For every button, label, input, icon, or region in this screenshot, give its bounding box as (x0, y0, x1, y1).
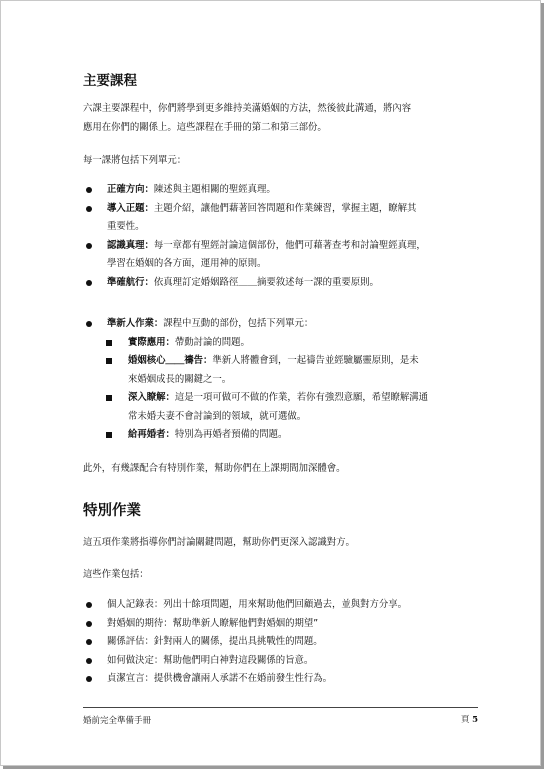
homework-sublist (83, 334, 478, 445)
homework-term: 準新人作業： (107, 318, 164, 329)
bullet-icon (86, 621, 92, 627)
subitem-text: 帶動討論的問題。 (174, 336, 250, 348)
page-label: 頁 (460, 715, 470, 725)
bullet-icon (86, 639, 92, 645)
special-list (83, 596, 478, 689)
subitem-text: 準新人將體會到，一起禱告並經驗屬靈原則，是未 (212, 355, 419, 366)
sublist-container (83, 334, 478, 445)
unit-text: 依真理訂定婚姻路徑＿＿摘要敘述每一課的重要原則。 (153, 276, 379, 288)
unit-term: 正確方向： (107, 184, 154, 195)
unit-term: 準確航行： (107, 276, 154, 288)
list-item (83, 237, 478, 274)
list-item (83, 315, 478, 334)
homework-text: 課程中互動的部份，包括下列單元： (163, 318, 314, 329)
square-bullet-icon (106, 340, 112, 346)
intro-line: 六課主要課程中，你們將學到更多維持美滿婚姻的方法，然後彼此溝通，將內容 (83, 103, 412, 114)
page-number: 5 (472, 715, 478, 725)
special-item-text: 個人記錄表：列出十餘項問題，用來幫助他們回顧過去，並與對方分享。 (107, 599, 408, 610)
special-item-text: 對婚姻的期待：幫助準新人瞭解他們對婚姻的期望” (107, 617, 319, 629)
list-item (83, 200, 478, 237)
subitem-term: 婚姻核心＿＿禱告： (128, 355, 213, 366)
list-item (83, 596, 478, 615)
unit-text: 主題介紹，讓他們藉著回答問題和作業練習，掌握主題，瞭解其 (153, 202, 417, 214)
bullet-icon (86, 187, 92, 193)
list-item (83, 181, 478, 200)
sublist-item (83, 352, 478, 389)
unit-text: 重要性。 (107, 221, 145, 232)
bullet-icon (86, 321, 92, 327)
bullet-icon (86, 676, 92, 682)
subitem-text: 來婚姻成長的關鍵之一。 (128, 373, 232, 385)
intro-line: 應用在你們的關係上。這些課程在手冊的第二和第三部份。 (83, 122, 327, 133)
unit-term: 導入正題： (107, 202, 154, 214)
bullet-icon (86, 658, 92, 664)
list-item (83, 633, 478, 652)
unit-text: 學習在婚姻的各方面，運用神的原則。 (107, 258, 267, 269)
section-title-special-homework: 特別作業 (83, 503, 141, 519)
subitem-text: 常未婚夫妻不會討論到的領域，就可選做。 (128, 410, 307, 422)
sublist-item (83, 389, 478, 426)
unit-text: 每一章都有聖經討論這個部份，他們可藉著查考和討論聖經真理， (153, 239, 426, 251)
unit-term: 認識真理： (107, 239, 154, 251)
square-bullet-icon (106, 395, 112, 401)
square-bullet-icon (106, 358, 112, 364)
subitem-term: 深入瞭解： (128, 392, 175, 403)
subitem-text: 特別為再婚者預備的問題。 (174, 429, 288, 440)
subitem-term: 實際應用： (128, 336, 175, 348)
list-item (83, 670, 478, 689)
list-item (83, 274, 478, 293)
closing-paragraph: 此外，有幾課配合有特別作業，幫助你們在上課期間加深體會。 (83, 463, 346, 474)
units-list (83, 181, 478, 292)
footer-book-title: 婚前完全準備手冊 (83, 716, 152, 726)
units-intro: 每一課將包括下列單元： (83, 155, 187, 166)
unit-text: 陳述與主題相關的聖經真理。 (153, 184, 276, 195)
bullet-icon (86, 280, 92, 286)
square-bullet-icon (106, 432, 112, 438)
sublist-item (83, 334, 478, 353)
subitem-term: 給再婚者： (128, 429, 175, 440)
intro-paragraph (83, 99, 478, 137)
bullet-icon (86, 602, 92, 608)
special-includes: 這些作業包括： (83, 569, 149, 580)
list-item (83, 652, 478, 671)
bullet-icon (86, 206, 92, 212)
special-item-text: 貞潔宣言：提供機會讓兩人承諾不在婚前發生性行為。 (107, 673, 333, 684)
page-footer (83, 707, 478, 726)
subitem-text: 這是一項可做可不做的作業，若你有強烈意願，希望瞭解溝通 (174, 392, 429, 403)
bullet-icon (86, 243, 92, 249)
footer-page-number (461, 713, 478, 725)
homework-list (83, 315, 478, 445)
section-title-main-courses: 主要課程 (83, 73, 137, 89)
list-item (83, 615, 478, 634)
special-item-text: 如何做決定：幫助他們明白神對這段關係的旨意。 (107, 654, 314, 666)
special-intro: 這五項作業將指導你們討論關鍵問題，幫助你們更深入認識對方。 (83, 537, 355, 548)
special-item-text: 關係評估：針對兩人的關係，提出具挑戰性的問題。 (107, 636, 323, 647)
sublist-item (83, 426, 478, 445)
